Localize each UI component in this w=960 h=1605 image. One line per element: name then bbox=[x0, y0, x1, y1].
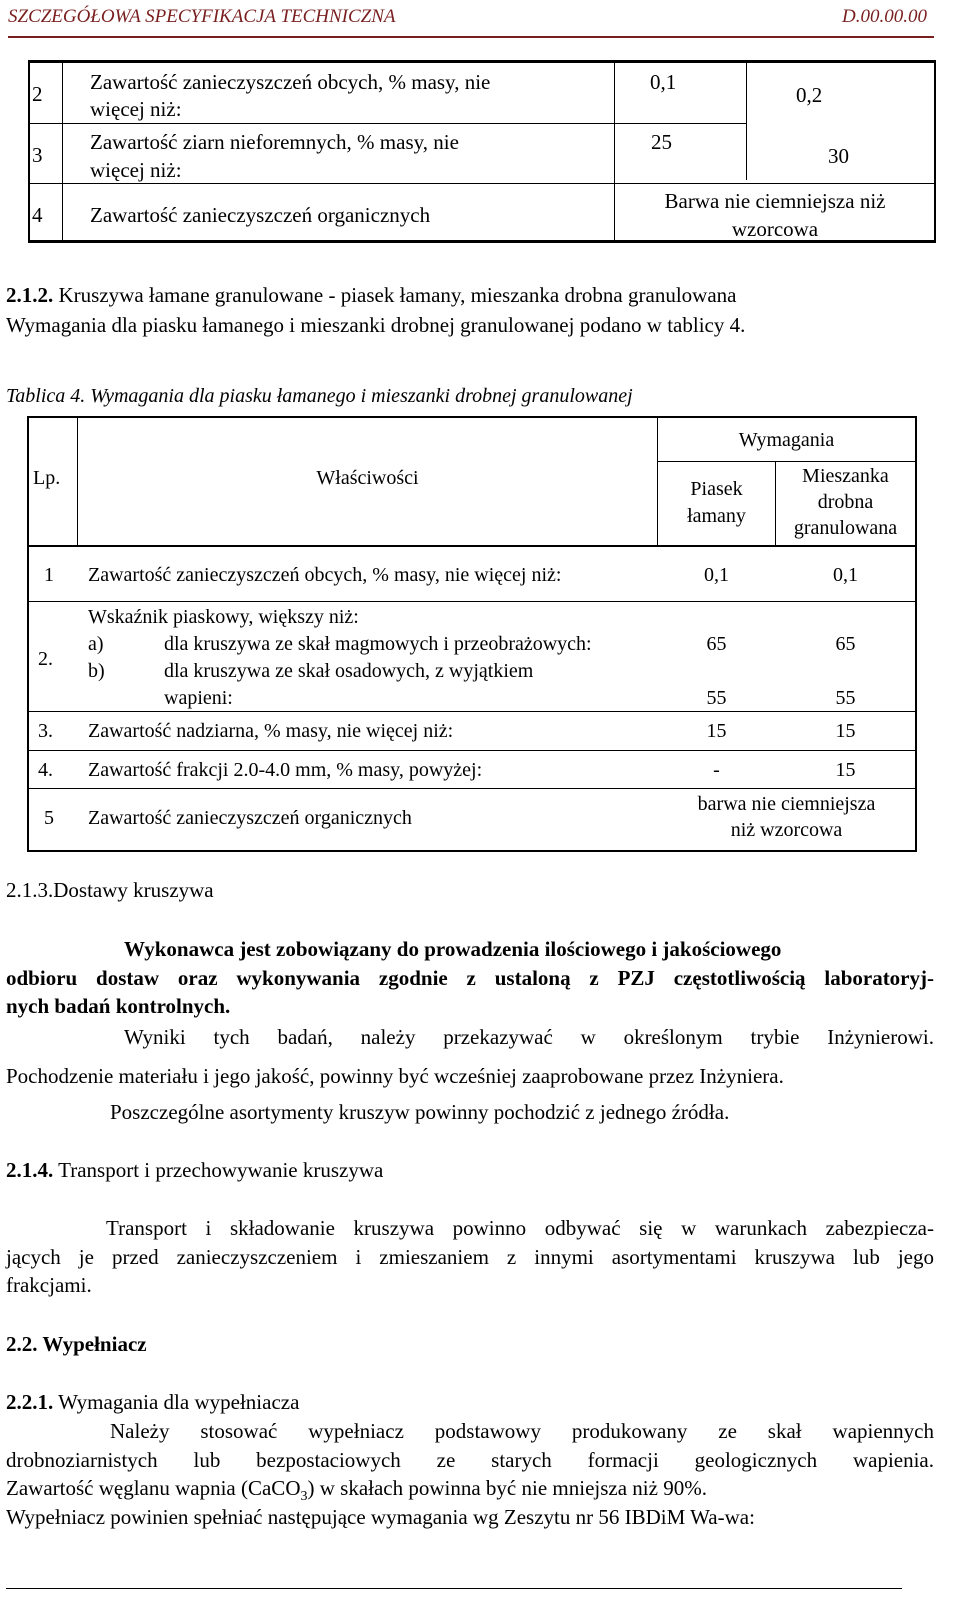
table4-row-desc: dla kruszywa ze skał magmowych i przeobrażowych: bbox=[164, 633, 592, 655]
top-row-value: 0,2 bbox=[796, 83, 823, 107]
table4-caption: Tablica 4. Wymagania dla piasku łamanego i mieszanki drobnej granulowanej bbox=[6, 385, 633, 407]
section-214-line: frakcjami. bbox=[6, 1273, 92, 1297]
table4-header-col2: drobna bbox=[817, 491, 874, 513]
section-221-line: Należy stosować wypełniacz podstawowy produkowany ze skał wapiennych bbox=[110, 1419, 934, 1443]
table4-row-value: 55 bbox=[835, 687, 856, 709]
section-213-paragraph: Wyniki tych badań, należy przekazywać w określonym trybie Inżynierowi. bbox=[124, 1025, 934, 1049]
top-row-merged-value: Barwa nie ciemniejsza niż bbox=[664, 189, 886, 213]
section-221-heading bbox=[6, 1390, 299, 1414]
section-213-bold-line: Wykonawca jest zobowiązany do prowadzenia ilościowego i jakościowego bbox=[124, 937, 782, 961]
table4-header-col2: granulowana bbox=[793, 517, 898, 539]
section-213-paragraph: Poszczególne asortymenty kruszyw powinny pochodzić z jednego źródła. bbox=[110, 1100, 730, 1124]
section-212-title: Kruszywa łamane granulowane - piasek łamany, mieszanka drobna granulowana bbox=[53, 283, 737, 307]
section-213-heading: 2.1.3.Dostawy kruszywa bbox=[6, 878, 214, 902]
table4-row-desc: Zawartość zanieczyszczeń organicznych bbox=[88, 807, 412, 829]
table4-header-lp: Lp. bbox=[33, 467, 61, 489]
table4-header-requirements: Wymagania bbox=[738, 429, 835, 451]
table4-row-lp: 2. bbox=[38, 648, 53, 670]
top-row-lp: 4 bbox=[32, 203, 43, 227]
section-214-number: 2.1.4. bbox=[6, 1158, 54, 1182]
table4-row-marker: a) bbox=[88, 633, 104, 655]
table4-header-col2: Mieszanka bbox=[802, 465, 889, 487]
table4-header-col1: Piasek bbox=[690, 478, 743, 500]
table4-row-desc: Zawartość frakcji 2.0-4.0 mm, % masy, powyżej: bbox=[88, 759, 483, 781]
table4-row-merged-value: barwa nie ciemniejsza bbox=[697, 793, 876, 815]
table4-header-properties: Właściwości bbox=[316, 467, 419, 489]
top-row-value: 30 bbox=[828, 144, 849, 168]
section-214-line: jących je przed zanieczyszczeniem i zmieszaniem z innymi asortymentami kruszywa lub jego bbox=[6, 1245, 934, 1269]
table4-row-lp: 5 bbox=[44, 807, 54, 829]
table4-row-value: - bbox=[713, 759, 720, 781]
section-214-title: Transport i przechowywanie kruszywa bbox=[53, 1158, 384, 1182]
section-213-paragraph: Pochodzenie materiału i jego jakość, powinny być wcześniej zaaprobowane przez Inżyniera. bbox=[6, 1064, 784, 1088]
table4-row-value: 65 bbox=[835, 633, 856, 655]
section-212-heading bbox=[6, 283, 736, 307]
section-22-heading: 2.2. Wypełniacz bbox=[6, 1332, 147, 1356]
table4-row-desc: Wskaźnik piaskowy, większy niż: bbox=[88, 606, 359, 628]
table4-row-value: 15 bbox=[706, 720, 727, 742]
section-214-line: Transport i składowanie kruszywa powinno odbywać się w warunkach zabezpiecza- bbox=[106, 1216, 934, 1240]
section-221-line: drobnoziarnistych lub bezpostaciowych ze starych formacji geologicznych wapienia. bbox=[6, 1448, 934, 1472]
table4-row-value: 15 bbox=[835, 720, 856, 742]
section-214-heading bbox=[6, 1158, 383, 1182]
table4-row-desc: dla kruszywa ze skał osadowych, z wyjątkiem bbox=[164, 660, 534, 682]
top-row-value: 0,1 bbox=[650, 70, 677, 94]
table4-row-value: 55 bbox=[706, 687, 727, 709]
table4-row-value: 65 bbox=[706, 633, 727, 655]
top-row-desc: Zawartość zanieczyszczeń organicznych bbox=[90, 203, 431, 227]
top-row-desc: więcej niż: bbox=[90, 158, 182, 182]
section-221-line: Wypełniacz powinien spełniać następujące wymagania wg Zeszytu nr 56 IBDiM Wa-wa: bbox=[6, 1505, 755, 1529]
table4-row-desc: wapieni: bbox=[164, 687, 233, 709]
section-221-title: Wymagania dla wypełniacza bbox=[53, 1390, 300, 1414]
top-row-desc: Zawartość ziarn nieforemnych, % masy, nie bbox=[90, 130, 459, 154]
table4-row-merged-value: niż wzorcowa bbox=[730, 819, 843, 841]
table4-header-col1: łamany bbox=[687, 505, 746, 527]
table4-row-value: 0,1 bbox=[704, 564, 729, 586]
top-row-merged-value: wzorcowa bbox=[731, 217, 819, 241]
section-212-number: 2.1.2. bbox=[6, 283, 54, 307]
top-row-lp: 2 bbox=[32, 82, 43, 106]
table4-row-lp: 3. bbox=[38, 720, 53, 742]
section-212-body: Wymagania dla piasku łamanego i mieszanki drobnej granulowanej podano w tablicy 4. bbox=[6, 313, 746, 337]
header-code: D.00.00.00 bbox=[842, 6, 927, 27]
table4-row-desc: Zawartość nadziarna, % masy, nie więcej niż: bbox=[88, 720, 454, 742]
table4-row-lp: 4. bbox=[38, 759, 53, 781]
header-title: SZCZEGÓŁOWA SPECYFIKACJA TECHNICZNA bbox=[8, 6, 396, 27]
table4-row-value: 15 bbox=[835, 759, 856, 781]
section-213-bold-line: nych badań kontrolnych. bbox=[6, 994, 231, 1018]
section-221-number: 2.2.1. bbox=[6, 1390, 54, 1414]
table4-row-value: 0,1 bbox=[833, 564, 858, 586]
top-row-value: 25 bbox=[651, 130, 672, 154]
top-row-lp: 3 bbox=[32, 143, 43, 167]
top-row-desc: więcej niż: bbox=[90, 97, 182, 121]
section-221-subscript: 3 bbox=[300, 1489, 308, 1505]
section-221-text: ) w skałach powinna być nie mniejsza niż 90%. bbox=[307, 1476, 707, 1500]
top-row-desc: Zawartość zanieczyszczeń obcych, % masy, nie bbox=[90, 70, 491, 94]
footnote-rule bbox=[6, 1588, 902, 1589]
table4-row-desc: Zawartość zanieczyszczeń obcych, % masy, nie więcej niż: bbox=[88, 564, 562, 586]
section-221-text: Zawartość węglanu wapnia (CaCO bbox=[6, 1476, 301, 1500]
table4-row-lp: 1 bbox=[44, 564, 54, 586]
header-rule bbox=[8, 36, 934, 38]
section-213-bold-line: odbioru dostaw oraz wykonywania zgodnie z ustaloną z PZJ częstotliwością laboratoryj- bbox=[6, 966, 934, 990]
table4-row-marker: b) bbox=[88, 660, 105, 682]
